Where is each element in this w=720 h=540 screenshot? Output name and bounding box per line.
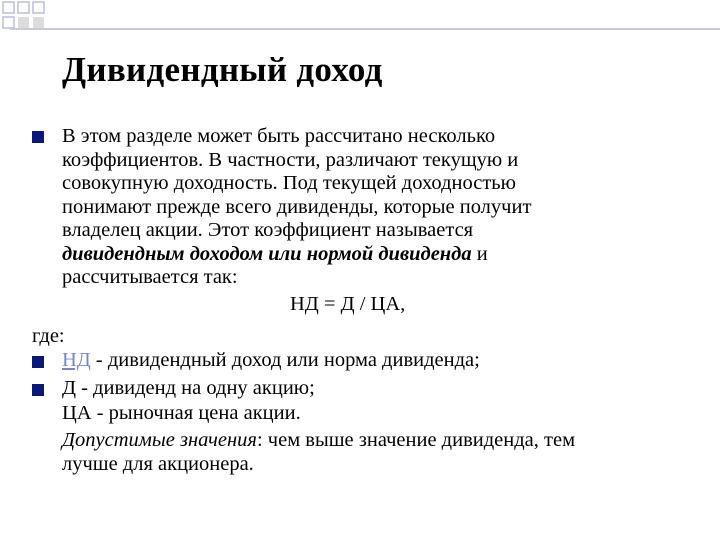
allowed-values-label: Допустимые значения [62, 429, 257, 451]
paragraph-line [62, 243, 672, 267]
paragraph-text: и [471, 242, 488, 265]
paragraph-line: рассчитывается так: [62, 266, 238, 288]
paragraph-line: совокупную доходность. Под текущей доходностью [62, 172, 516, 194]
allowed-values [62, 429, 575, 452]
paragraph-line: коэффициентов. В частности, различают текущую и [62, 148, 519, 171]
bullet-square-icon [32, 384, 44, 396]
slide-title: Дивидендный доход [62, 50, 383, 89]
allowed-values-continued: лучше для акционера. [62, 453, 254, 475]
definition-nd [62, 349, 480, 372]
formula: НД = Д / ЦА, [290, 293, 406, 315]
emphasized-term: дивидендным доходом или нормой дивиденда [62, 242, 472, 265]
allowed-values-text: : чем выше значение дивиденда, тем [256, 429, 576, 451]
paragraph-line: владелец акции. Этот коэффициент называется [62, 219, 474, 241]
where-label: где: [32, 325, 65, 347]
intro-paragraph [62, 125, 672, 290]
corner-decoration [0, 0, 720, 40]
definition-text: - дивидендный доход или норма дивиденда; [90, 349, 480, 371]
bullet-square-icon [32, 131, 44, 143]
definition-d: Д - дивиденд на одну акцию; [62, 377, 315, 399]
paragraph-line: понимают прежде всего дивиденды, которые получит [62, 195, 532, 218]
paragraph-line: В этом разделе может быть рассчитано несколько [62, 125, 496, 147]
nd-link[interactable]: НД [62, 349, 91, 371]
bullet-square-icon [32, 356, 44, 368]
definition-ca: ЦА - рыночная цена акции. [62, 402, 301, 424]
